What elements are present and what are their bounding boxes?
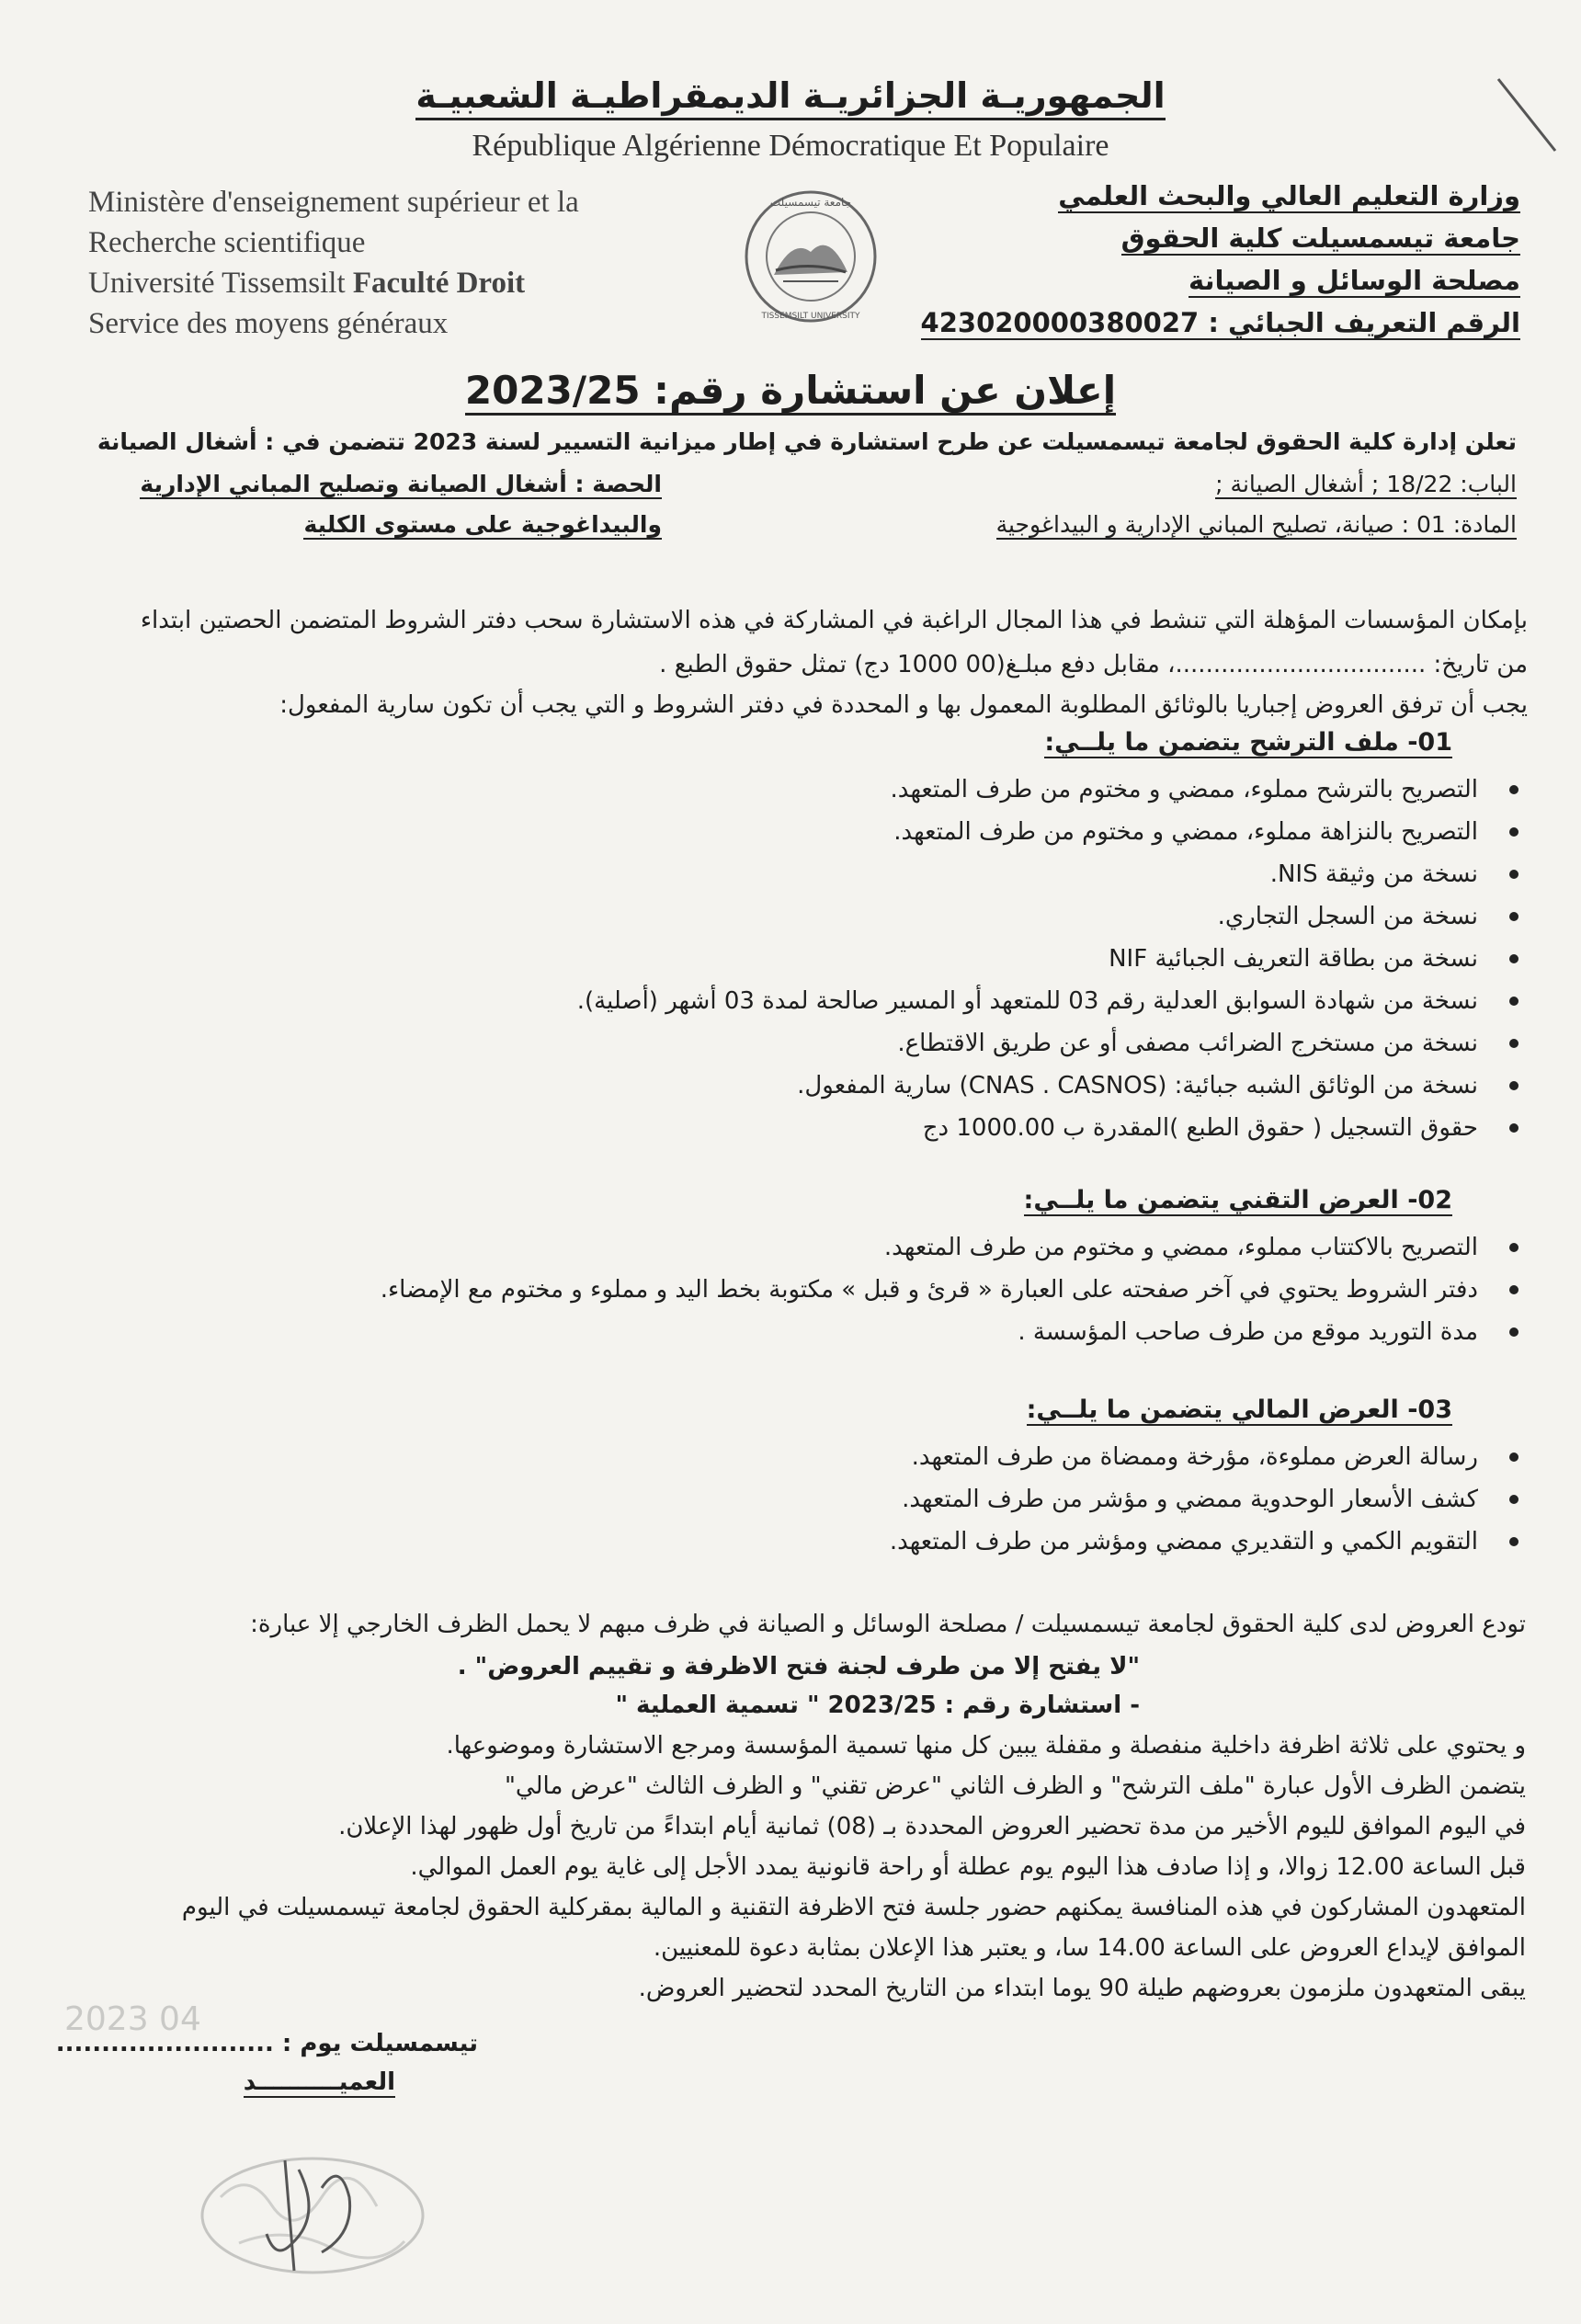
republic-arabic: الجمهوريـة الجزائريـة الديمقراطيـة الشعبيـة xyxy=(0,75,1581,116)
signature-and-stamp xyxy=(184,2133,441,2289)
list-item: نسخة من شهادة السوابق العدلية رقم 03 للمتعهد أو المسير صالحة لمدة 03 أشهر (أصلية). xyxy=(577,980,1526,1022)
republic-french: République Algérienne Démocratique Et Populaire xyxy=(472,129,1109,163)
list-item: دفتر الشروط يحتوي في آخر صفحته على العبارة « قرئ و قبل » مكتوبة بخط اليد و مملوء و مختوم مع الإمضاء. xyxy=(381,1269,1526,1311)
article-line: المادة: 01 : صيانة، تصليح المباني الإدارية و البيداغوجية xyxy=(995,511,1517,538)
list-item: التصريح بالاكتتاب مملوء، ممضي و مختوم من طرف المتعهد. xyxy=(381,1226,1526,1269)
eligibility-line-2: من تاريخ: .................................، مقابل دفع مبلـغ(00 1000 دج) تمثل حقوق الطبع . xyxy=(659,651,1528,678)
list-item: نسخة من الوثائق الشبه جبائية: (CNAS . CASNOS) سارية المفعول. xyxy=(577,1065,1526,1107)
lot-line-2: والبيداغوجية على مستوى الكلية xyxy=(303,511,662,538)
section-2-list xyxy=(381,1226,1526,1353)
closing-line-2: "لا يفتح إلا من طرف لجنة فتح الاظرفة و تقييم العروض" . xyxy=(457,1653,1140,1680)
section-3-list xyxy=(890,1436,1526,1563)
lot-line: الحصة : أشغال الصيانة وتصليح المباني الإدارية xyxy=(140,471,662,497)
ministry-line-2: Recherche scientifique xyxy=(88,226,366,259)
place-date: تيسمسيلت يوم : ........................ xyxy=(55,2030,478,2057)
university-line: Université Tissemsilt Faculté Droit xyxy=(88,267,526,300)
closing-line-8: المتعهدون المشاركون في هذه المنافسة يمكنهم حضور جلسة فتح الاظرفة التقنية و المالية بمقركلية الحقوق لجامعة تيسمسيلت في اليوم xyxy=(181,1894,1526,1921)
list-item: نسخة من السجل التجاري. xyxy=(577,895,1526,938)
service-arabic: مصلحة الوسائل و الصيانة xyxy=(1189,265,1520,296)
section-3-heading: 03- العرض المالي يتضمن ما يلــي: xyxy=(1026,1396,1452,1424)
list-item: نسخة من بطاقة التعريف الجبائية NIF xyxy=(577,938,1526,980)
closing-line-6: في اليوم الموافق لليوم الأخير من مدة تحضير العروض المحددة بـ (08) ثمانية أيام ابتداءً من تاريخ أول ظهور لهذا الإعلان. xyxy=(338,1813,1526,1840)
list-item: رسالة العرض مملوءة، مؤرخة وممضاة من طرف المتعهد. xyxy=(890,1436,1526,1478)
closing-line-1: تودع العروض لدى كلية الحقوق لجامعة تيسمسيلت / مصلحة الوسائل و الصيانة في ظرف مبهم لا يحمل الظرف الخارجي إلا عبارة: xyxy=(250,1611,1526,1638)
ministry-arabic: وزارة التعليم العالي والبحث العلمي xyxy=(1058,180,1520,211)
closing-line-9: الموافق لإيداع العروض على الساعة 14.00 سا، و يعتبر هذا الإعلان بمثابة دعوة للمعنيين. xyxy=(653,1934,1526,1962)
section-1-heading: 01- ملف الترشح يتضمن ما يلــي: xyxy=(1044,728,1452,757)
list-item: حقوق التسجيل ( حقوق الطبع )المقدرة ب 1000.00 دج xyxy=(577,1107,1526,1149)
list-item: التصريح بالنزاهة مملوء، ممضي و مختوم من طرف المتعهد. xyxy=(577,811,1526,853)
logo-text: TISSEMSILT UNIVERSITY xyxy=(761,312,860,321)
intro-line: تعلن إدارة كلية الحقوق لجامعة تيسمسيلت عن طرح استشارة في إطار ميزانية التسيير لسنة 2023 تتضمن في : أشغال الصيانة xyxy=(97,428,1517,455)
chapter-line: الباب: 18/22 ; أشغال الصيانة ; xyxy=(1215,471,1517,497)
eligibility-line-1: بإمكان المؤسسات المؤهلة التي تنشط في هذا المجال الراغبة في المشاركة في هذه الاستشارة سحب دفتر الشروط المتضمن الحصتين ابتداء xyxy=(140,607,1528,634)
tax-id-arabic: الرقم التعريف الجبائي : 423020000380027 xyxy=(920,307,1520,338)
list-item: التقويم الكمي و التقديري ممضي ومؤشر من طرف المتعهد. xyxy=(890,1521,1526,1563)
closing-line-3: - استشارة رقم : 2023/25 " تسمية العملية " xyxy=(615,1692,1140,1719)
dean-title: العميــــــــــد xyxy=(243,2068,395,2096)
list-item: نسخة من مستخرج الضرائب مصفى أو عن طريق الاقتطاع. xyxy=(577,1022,1526,1065)
section-1-list xyxy=(577,769,1526,1149)
arabic-header-block xyxy=(921,175,1520,344)
closing-line-10: يبقى المتعهدون ملزمون بعروضهم طيلة 90 يوما ابتداء من التاريخ المحدد لتحضير العروض. xyxy=(638,1975,1526,2002)
closing-line-7: قبل الساعة 12.00 زوالا، و إذا صادف هذا اليوم يوم عطلة أو راحة قانونية يمدد الأجل إلى غاية يوم العمل الموالي. xyxy=(410,1853,1526,1881)
university-faculty-arabic: جامعة تيسمسيلت كلية الحقوق xyxy=(1120,222,1520,254)
ministry-line-1: Ministère d'enseignement supérieur et la xyxy=(88,186,579,219)
announcement-title: إعلان عن استشارة رقم: 2023/25 xyxy=(0,368,1581,413)
closing-line-5: يتضمن الظرف الأول عبارة "ملف الترشح" و الظرف الثاني "عرض تقني" و الظرف الثالث "عرض مالي" xyxy=(504,1772,1526,1800)
list-item: كشف الأسعار الوحدوية ممضي و مؤشر من طرف المتعهد. xyxy=(890,1478,1526,1521)
faded-stamp-date: 2023 04 xyxy=(64,2000,201,2038)
university-logo xyxy=(719,188,903,325)
list-item: نسخة من وثيقة NIS. xyxy=(577,853,1526,895)
list-item: التصريح بالترشح مملوء، ممضي و مختوم من طرف المتعهد. xyxy=(577,769,1526,811)
list-item: مدة التوريد موقع من طرف صاحب المؤسسة . xyxy=(381,1311,1526,1353)
section-2-heading: 02- العرض التقني يتضمن ما يلــي: xyxy=(1023,1186,1452,1214)
requirements-line: يجب أن ترفق العروض إجباريا بالوثائق المطلوبة المعمول بها و المحددة في دفتر الشروط و التي يجب أن تكون سارية المفعول: xyxy=(279,691,1528,719)
service-line: Service des moyens généraux xyxy=(88,307,449,340)
logo-text-arabic: جامعة تيسمسيلت xyxy=(769,196,852,209)
closing-line-4: و يحتوي على ثلاثة اظرفة داخلية منفصلة و مقفلة يبين كل منها تسمية المؤسسة ومرجع الاستشارة وموضوعها. xyxy=(446,1732,1526,1760)
french-header-block xyxy=(88,182,579,344)
